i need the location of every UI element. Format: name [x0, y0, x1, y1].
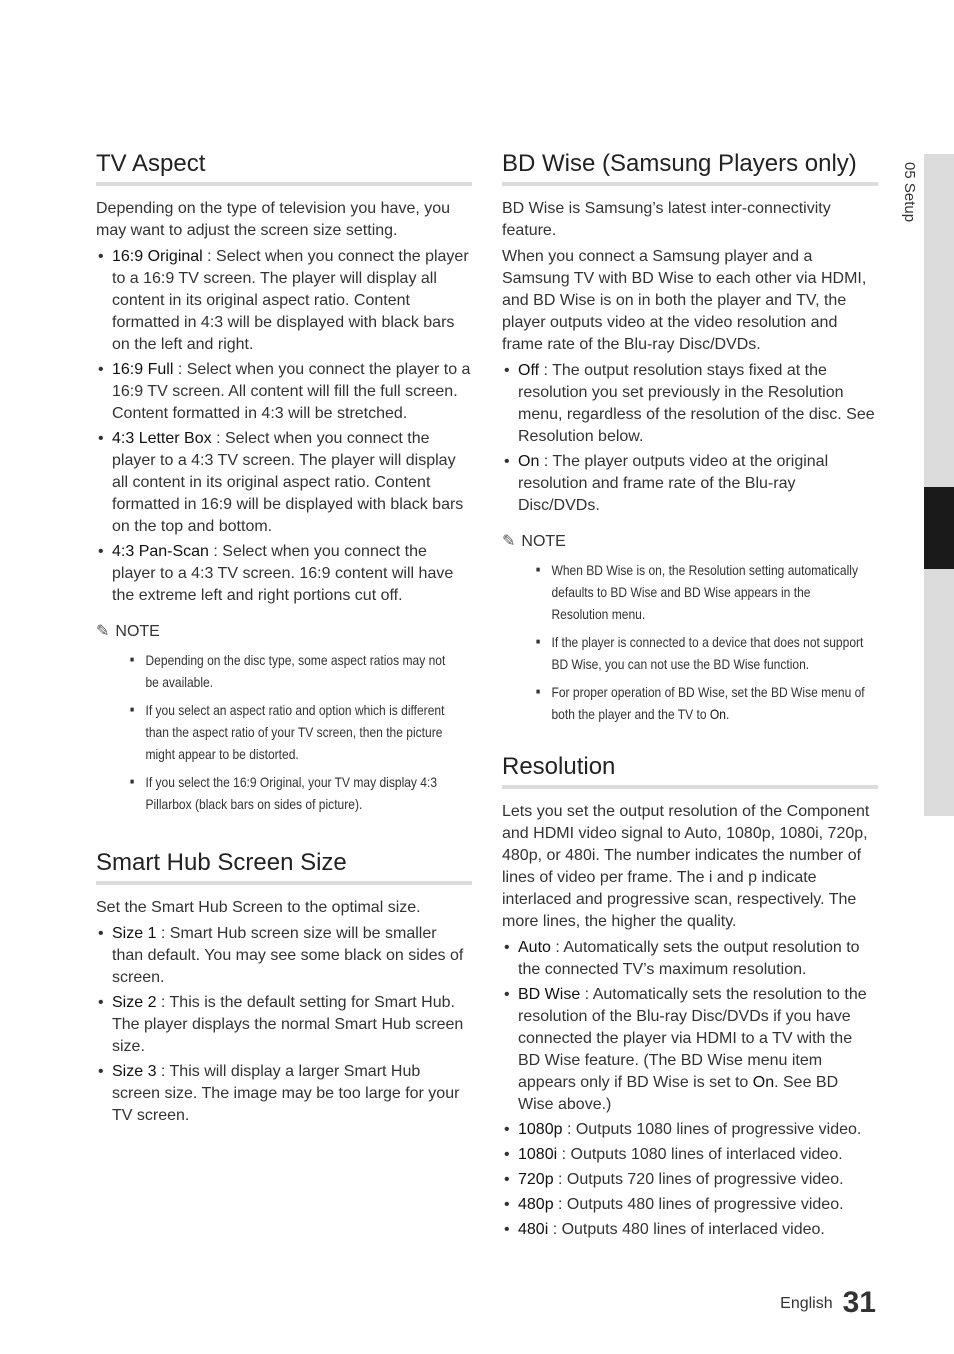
note-item: ■ When BD Wise is on, the Resolution setting automatically defaults to BD Wise and BD Wise appears in the Resolution menu. — [536, 559, 868, 625]
tv-aspect-list — [96, 246, 472, 607]
list-item: • 480i : Outputs 480 lines of interlaced video. — [502, 1219, 878, 1241]
bd-wise-section — [502, 150, 878, 725]
list-item: • 4:3 Letter Box : Select when you connect the player to a 4:3 TV screen. The player will display all content in its original aspect ratio. Content formatted in 16:9 will be displayed with black bars on the top and bottom. — [96, 428, 472, 538]
note-item: ■ For proper operation of BD Wise, set the BD Wise menu of both the player and the TV to On. — [536, 681, 868, 725]
tv-aspect-title: TV Aspect — [96, 150, 472, 186]
pencil-icon: ✎ — [502, 533, 516, 550]
resolution-list — [502, 937, 878, 1241]
list-item: • 16:9 Full : Select when you connect the player to a 16:9 TV screen. All content will fill the full screen. Content formatted in 4:3 will be stretched. — [96, 359, 472, 425]
footer-language: English — [780, 1295, 833, 1312]
list-item: • 1080i : Outputs 1080 lines of interlaced video. — [502, 1144, 878, 1166]
right-column — [502, 150, 878, 1245]
note-item: ■ If you select the 16:9 Original, your TV may display 4:3 Pillarbox (black bars on sides of picture). — [130, 771, 462, 815]
tv-aspect-section — [96, 150, 472, 815]
list-item: • Size 3 : This will display a larger Smart Hub screen size. The image may be too large for your TV screen. — [96, 1061, 472, 1127]
chapter-side-tab — [924, 154, 954, 816]
tv-aspect-note-heading: ✎ NOTE — [96, 621, 472, 643]
note-item: ■ If you select an aspect ratio and option which is different than the aspect ratio of your TV screen, then the picture might appear to be distorted. — [130, 699, 462, 765]
page-number: 31 — [842, 1286, 876, 1319]
list-item: • On : The player outputs video at the original resolution and frame rate of the Blu-ray Disc/DVDs. — [502, 451, 878, 517]
tv-aspect-notes — [96, 649, 472, 815]
resolution-title: Resolution — [502, 753, 878, 789]
bd-wise-note-heading: ✎ NOTE — [502, 531, 878, 553]
chapter-label: 05 Setup — [901, 162, 918, 223]
resolution-intro: Lets you set the output resolution of the Component and HDMI video signal to Auto, 1080p, 1080i, 720p, 480p, or 480i. The number indicates the number of lines of video per frame. The i and p indicate interlaced and progressive scan, respectively. The more lines, the higher the quality. — [502, 803, 870, 930]
smart-hub-title: Smart Hub Screen Size — [96, 849, 472, 885]
note-item: ■ Depending on the disc type, some aspect ratios may not be available. — [130, 649, 462, 693]
chapter-marker — [924, 487, 954, 569]
list-item: • BD Wise : Automatically sets the resolution to the resolution of the Blu-ray Disc/DVDs if you have connected the player via HDMI to a TV with the BD Wise feature. (The BD Wise menu item appears only if BD Wise is set to On. See BD Wise above.) — [502, 984, 878, 1116]
bd-wise-description: When you connect a Samsung player and a Samsung TV with BD Wise to each other via HDMI, and BD Wise is on in both the player and TV, the player outputs video at the video resolution and frame rate of the Blu-ray Disc/DVDs. — [502, 248, 867, 353]
smart-hub-section — [96, 849, 472, 1127]
bd-wise-title: BD Wise (Samsung Players only) — [502, 150, 878, 186]
bd-wise-notes — [502, 559, 878, 725]
pencil-icon: ✎ — [96, 623, 110, 640]
list-item: • 480p : Outputs 480 lines of progressive video. — [502, 1194, 878, 1216]
tv-aspect-intro: Depending on the type of television you have, you may want to adjust the screen size setting. — [96, 200, 451, 239]
smart-hub-list — [96, 923, 472, 1127]
list-item: • Size 2 : This is the default setting for Smart Hub. The player displays the normal Smart Hub screen size. — [96, 992, 472, 1058]
list-item: • 4:3 Pan-Scan : Select when you connect the player to a 4:3 TV screen. 16:9 content will have the extreme left and right portions cut off. — [96, 541, 472, 607]
list-item: • Off : The output resolution stays fixed at the resolution you set previously in the Resolution menu, regardless of the resolution of the disc. See Resolution below. — [502, 360, 878, 448]
list-item: • 720p : Outputs 720 lines of progressive video. — [502, 1169, 878, 1191]
left-column — [96, 150, 472, 1131]
smart-hub-intro: Set the Smart Hub Screen to the optimal size. — [96, 899, 421, 916]
bd-wise-intro: BD Wise is Samsung’s latest inter-connectivity feature. — [502, 200, 831, 239]
list-item: • Auto : Automatically sets the output resolution to the connected TV’s maximum resolution. — [502, 937, 878, 981]
list-item: • Size 1 : Smart Hub screen size will be smaller than default. You may see some black on sides of screen. — [96, 923, 472, 989]
list-item: • 1080p : Outputs 1080 lines of progressive video. — [502, 1119, 878, 1141]
page-footer — [780, 1286, 876, 1320]
bd-wise-list — [502, 360, 878, 517]
list-item: • 16:9 Original : Select when you connect the player to a 16:9 TV screen. The player will display all content in its original aspect ratio. Content formatted in 4:3 will be displayed with black bars on the left and right. — [96, 246, 472, 356]
note-item: ■ If the player is connected to a device that does not support BD Wise, you can not use the BD Wise function. — [536, 631, 868, 675]
resolution-section — [502, 753, 878, 1241]
